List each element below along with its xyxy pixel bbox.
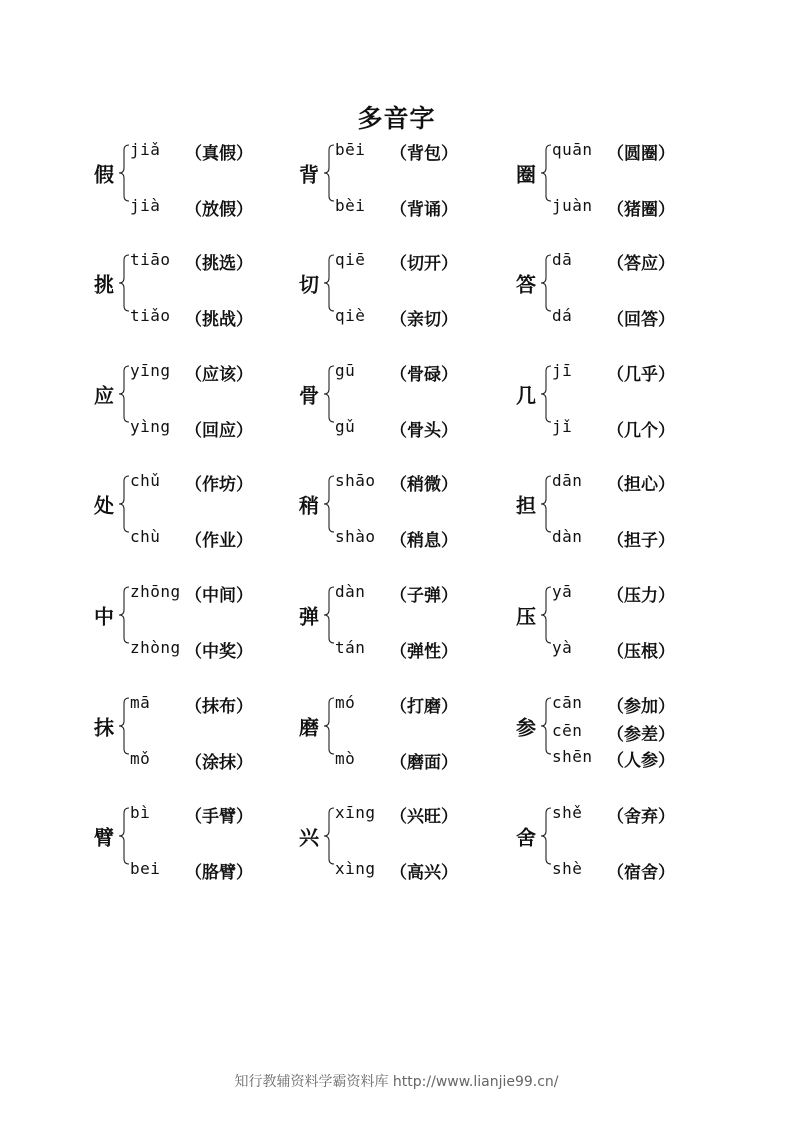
polyphone-group — [516, 693, 691, 771]
pinyin: tiǎo — [130, 306, 171, 325]
pinyin: shè — [552, 859, 583, 878]
example-word: （真假） — [185, 144, 253, 164]
polyphone-character: 抹 — [94, 715, 114, 740]
brace-icon — [323, 586, 335, 644]
example-word: （应该） — [185, 365, 253, 385]
polyphone-character: 应 — [94, 383, 114, 408]
polyphone-character: 担 — [516, 493, 536, 518]
example-word: （背诵） — [390, 200, 458, 220]
pinyin: tiāo — [130, 250, 171, 269]
brace-icon — [118, 807, 130, 865]
footer-source: 知行教辅资料学霸资料库 http://www.lianjie99.cn/ — [234, 1074, 559, 1090]
polyphone-character: 舍 — [516, 825, 536, 850]
polyphone-character: 磨 — [299, 715, 319, 740]
pinyin: gǔ — [335, 417, 356, 436]
brace-icon — [118, 697, 130, 755]
brace-icon — [323, 807, 335, 865]
example-word: （几个） — [607, 421, 675, 441]
example-word: （压力） — [607, 586, 675, 606]
pinyin: mò — [335, 749, 356, 768]
brace-icon — [540, 586, 552, 644]
polyphone-group — [516, 803, 691, 883]
example-word: （作坊） — [185, 475, 253, 495]
pinyin: mó — [335, 693, 356, 712]
brace-icon — [323, 697, 335, 755]
pinyin: jī — [552, 361, 573, 380]
brace-icon — [540, 697, 552, 755]
brace-icon — [540, 475, 552, 533]
pinyin: xīng — [335, 803, 376, 822]
polyphone-group — [516, 582, 691, 662]
polyphone-group — [299, 582, 474, 662]
polyphone-group — [94, 250, 269, 330]
example-word: （稍微） — [390, 475, 458, 495]
example-word: （打磨） — [390, 697, 458, 717]
polyphone-character: 中 — [94, 604, 114, 629]
pinyin: yīng — [130, 361, 171, 380]
brace-icon — [323, 144, 335, 202]
brace-icon — [118, 586, 130, 644]
example-word: （高兴） — [390, 863, 458, 883]
brace-icon — [540, 807, 552, 865]
polyphone-character: 兴 — [299, 825, 319, 850]
polyphone-group — [94, 693, 269, 773]
example-word: （手臂） — [185, 807, 253, 827]
pinyin: chǔ — [130, 471, 161, 490]
pinyin: jǐ — [552, 417, 573, 436]
example-word: （挑战） — [185, 310, 253, 330]
example-word: （舍弃） — [607, 807, 675, 827]
polyphone-character: 切 — [299, 272, 319, 297]
pinyin: mā — [130, 693, 151, 712]
example-word: （压根） — [607, 642, 675, 662]
polyphone-group — [299, 471, 474, 551]
pinyin: dàn — [335, 582, 366, 601]
polyphone-character: 稍 — [299, 493, 319, 518]
example-word: （参加） — [607, 697, 675, 717]
polyphone-character: 背 — [299, 162, 319, 187]
example-word: （磨面） — [390, 753, 458, 773]
example-word: （弹性） — [390, 642, 458, 662]
polyphone-group — [94, 803, 269, 883]
polyphone-character: 压 — [516, 604, 536, 629]
example-word: （担心） — [607, 475, 675, 495]
polyphone-character: 答 — [516, 272, 536, 297]
example-word: （抹布） — [185, 697, 253, 717]
pinyin: shēn — [552, 747, 593, 766]
pinyin: quān — [552, 140, 593, 159]
pinyin: tán — [335, 638, 366, 657]
example-word: （挑选） — [185, 254, 253, 274]
pinyin: shě — [552, 803, 583, 822]
brace-icon — [118, 254, 130, 312]
example-word: （担子） — [607, 531, 675, 551]
example-word: （涂抹） — [185, 753, 253, 773]
example-word: （稍息） — [390, 531, 458, 551]
page-title: 多音字 — [357, 104, 436, 133]
example-word: （几乎） — [607, 365, 675, 385]
polyphone-group — [94, 471, 269, 551]
polyphone-character: 骨 — [299, 383, 319, 408]
polyphone-character: 臂 — [94, 825, 114, 850]
example-word: （兴旺） — [390, 807, 458, 827]
pinyin: zhōng — [130, 582, 181, 601]
example-word: （骨碌） — [390, 365, 458, 385]
pinyin: dā — [552, 250, 573, 269]
polyphone-group — [299, 250, 474, 330]
brace-icon — [118, 144, 130, 202]
example-word: （答应） — [607, 254, 675, 274]
example-word: （中间） — [185, 586, 253, 606]
polyphone-group — [94, 361, 269, 441]
pinyin: shāo — [335, 471, 376, 490]
polyphone-character: 挑 — [94, 272, 114, 297]
pinyin: bei — [130, 859, 161, 878]
brace-icon — [323, 254, 335, 312]
brace-icon — [323, 365, 335, 423]
example-word: （子弹） — [390, 586, 458, 606]
polyphone-group — [94, 140, 269, 220]
brace-icon — [540, 254, 552, 312]
pinyin: dàn — [552, 527, 583, 546]
polyphone-group — [516, 140, 691, 220]
example-word: （中奖） — [185, 642, 253, 662]
polyphone-group — [516, 361, 691, 441]
pinyin: dān — [552, 471, 583, 490]
example-word: （胳臂） — [185, 863, 253, 883]
pinyin: jiǎ — [130, 140, 161, 159]
example-word: （回答） — [607, 310, 675, 330]
example-word: （放假） — [185, 200, 253, 220]
polyphone-group — [94, 582, 269, 662]
example-word: （作业） — [185, 531, 253, 551]
example-word: （宿舍） — [607, 863, 675, 883]
polyphone-group — [516, 471, 691, 551]
pinyin: bēi — [335, 140, 366, 159]
example-word: （圆圈） — [607, 144, 675, 164]
brace-icon — [118, 475, 130, 533]
polyphone-character: 弹 — [299, 604, 319, 629]
polyphone-group — [516, 250, 691, 330]
pinyin: cēn — [552, 721, 583, 740]
example-word: （背包） — [390, 144, 458, 164]
polyphone-group — [299, 361, 474, 441]
example-word: （切开） — [390, 254, 458, 274]
polyphone-group — [299, 693, 474, 773]
polyphone-character: 圈 — [516, 162, 536, 187]
example-word: （亲切） — [390, 310, 458, 330]
pinyin: xìng — [335, 859, 376, 878]
pinyin: dá — [552, 306, 573, 325]
pinyin: chù — [130, 527, 161, 546]
pinyin: qiē — [335, 250, 366, 269]
polyphone-group — [299, 803, 474, 883]
brace-icon — [118, 365, 130, 423]
pinyin: gū — [335, 361, 356, 380]
pinyin: bèi — [335, 196, 366, 215]
pinyin: mǒ — [130, 749, 151, 768]
example-word: （猪圈） — [607, 200, 675, 220]
polyphone-character: 几 — [516, 383, 536, 408]
pinyin: yìng — [130, 417, 171, 436]
pinyin: jià — [130, 196, 161, 215]
example-word: （回应） — [185, 421, 253, 441]
polyphone-character: 参 — [516, 715, 536, 740]
pinyin: bì — [130, 803, 151, 822]
polyphone-character: 处 — [94, 493, 114, 518]
pinyin: cān — [552, 693, 583, 712]
pinyin: yā — [552, 582, 573, 601]
pinyin: zhòng — [130, 638, 181, 657]
pinyin: shào — [335, 527, 376, 546]
example-word: （参差） — [607, 725, 675, 745]
brace-icon — [540, 365, 552, 423]
pinyin: qiè — [335, 306, 366, 325]
pinyin: juàn — [552, 196, 593, 215]
example-word: （人参） — [607, 751, 675, 771]
brace-icon — [323, 475, 335, 533]
brace-icon — [540, 144, 552, 202]
pinyin: yà — [552, 638, 573, 657]
polyphone-group — [299, 140, 474, 220]
example-word: （骨头） — [390, 421, 458, 441]
polyphone-character: 假 — [94, 162, 114, 187]
